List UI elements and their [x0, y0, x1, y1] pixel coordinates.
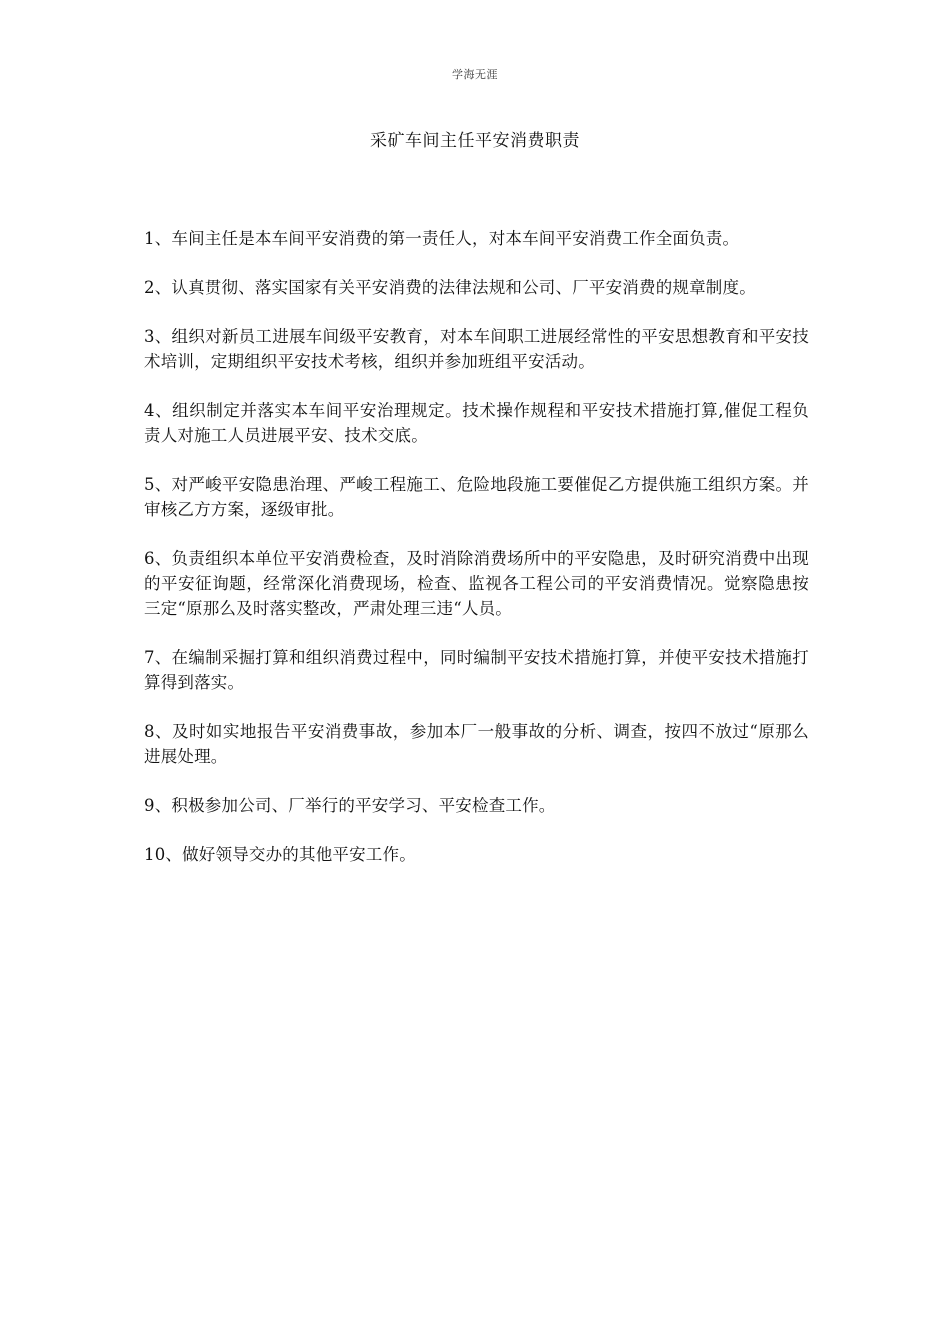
duty-item-1: 1、车间主任是本车间平安消费的第一责任人，对本车间平安消费工作全面负责。 [144, 229, 740, 248]
page-header: 学海无涯 [452, 68, 498, 81]
duty-item-9: 9、积极参加公司、厂举行的平安学习、平安检查工作。 [144, 796, 556, 815]
duty-item-6: 6、负责组织本单位平安消费检查，及时消除消费场所中的平安隐患，及时研究消费中出现的平安征询题，经常深化消费现场，检查、监视各工程公司的平安消费情况。觉察隐患按三定“原那么及时落实整改，严肃处理三违“人员。 [144, 549, 809, 618]
duty-item-3: 3、组织对新员工进展车间级平安教育，对本车间职工进展经常性的平安思想教育和平安技术培训，定期组织平安技术考核，组织并参加班组平安活动。 [144, 327, 809, 371]
duty-item-7: 7、在编制采掘打算和组织消费过程中，同时编制平安技术措施打算，并使平安技术措施打算得到落实。 [144, 648, 809, 692]
document-body [144, 226, 809, 891]
duty-item-2: 2、认真贯彻、落实国家有关平安消费的法律法规和公司、厂平安消费的规章制度。 [144, 278, 756, 297]
duty-item-10: 10、做好领导交办的其他平安工作。 [144, 845, 416, 864]
duty-item-4: 4、组织制定并落实本车间平安治理规定。技术操作规程和平安技术措施打算,催促工程负责人对施工人员进展平安、技术交底。 [144, 401, 809, 445]
duty-item-8: 8、及时如实地报告平安消费事故，参加本厂一般事故的分析、调查，按四不放过“原那么进展处理。 [144, 722, 809, 766]
document-title: 采矿车间主任平安消费职责 [370, 131, 580, 151]
duty-item-5: 5、对严峻平安隐患治理、严峻工程施工、危险地段施工要催促乙方提供施工组织方案。并审核乙方方案，逐级审批。 [144, 475, 809, 519]
